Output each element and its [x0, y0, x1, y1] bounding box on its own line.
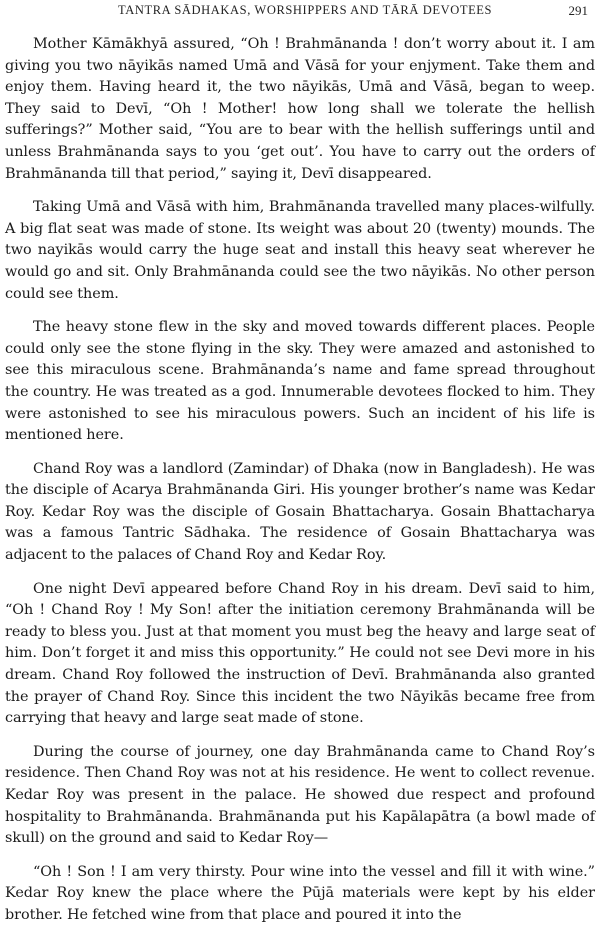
paragraph: Taking Umā and Vāsā with him, Brahmānanda travelled many places-wilfully. A big flat seat was made of stone. Its weight was about 20 (twenty) mounds. The two nayikās would carry the huge seat and install this heavy seat wherever he would go and sit. Only Brahmānanda could see the two nāyikās. No other person could see them. — [5, 199, 595, 302]
page-number: 291 — [568, 3, 588, 18]
paragraph: Mother Kāmākhyā assured, “Oh ! Brahmānanda ! don’t worry about it. I am giving you two nāyikās named Umā and Vāsā for your enjyment. Take them and enjoy them. Having heard it, the two nāyikās, Umā and Vāsā, began to weep. They said to Devī, “Oh ! Mother! how long shall we tolerate the hellish sufferings?” Mother said, “You are to bear with the hellish sufferings until and unless Brahmānanda says to you ‘get out’. You have to carry out the orders of Brahmānanda till that period,” saying it, Devī disappeared. — [5, 36, 595, 182]
paragraph: During the course of journey, one day Brahmānanda came to Chand Roy’s residence. Then Chand Roy was not at his residence. He went to collect revenue. Kedar Roy was present in the palace. He showed due respect and profound hospitality to Brahmānanda. Brahmānanda put his Kapālapātra (a bowl made of skull) on the ground and said to Kedar Roy— — [5, 743, 595, 847]
body-text — [5, 34, 595, 939]
paragraph: The heavy stone flew in the sky and moved towards different places. People could only see the stone flying in the sky. They were amazed and astonished to see this miraculous scene. Brahmānanda’s name and fame spread throughout the country. He was treated as a god. Innumerable devotees flocked to him. They were astonished to see his miraculous powers. Such an incident of his life is mentioned here. — [5, 319, 595, 444]
running-title: TANTRA SĀDHAKAS, WORSHIPPERS AND TĀRĀ DEVOTEES — [118, 3, 493, 17]
paragraph: Chand Roy was a landlord (Zamindar) of Dhaka (now in Bangladesh). He was the disciple of Acarya Brahmānanda Giri. His younger brother’s name was Kedar Roy. Kedar Roy was the disciple of Gosain Bhattacharya. Gosain Bhattacharya was a famous Tantric Sādhaka. The residence of Gosain Bhattacharya was adjacent to the palaces of Chand Roy and Kedar Roy. — [5, 460, 595, 564]
paragraph: One night Devī appeared before Chand Roy in his dream. Devī said to him, “Oh ! Chand Roy ! My Son! after the initiation ceremony Brahmānanda will be ready to bless you. Just at that moment you must beg the heavy and large seat of him. Don’t forget it and miss this opportunity.” He could not see Devi more in his dream. Chand Roy followed the instruction of Devī. Brahmānanda also granted the prayer of Chand Roy. Since this incident the two Nāyikās became free from carrying that heavy and large seat made of stone. — [5, 580, 595, 727]
page-header — [0, 3, 600, 23]
paragraph: “Oh ! Son ! I am very thirsty. Pour wine into the vessel and fill it with wine.” Kedar Roy knew the place where the Pūjā materials were kept by his elder brother. He fetched wine from that place and poured it into the — [5, 863, 595, 923]
